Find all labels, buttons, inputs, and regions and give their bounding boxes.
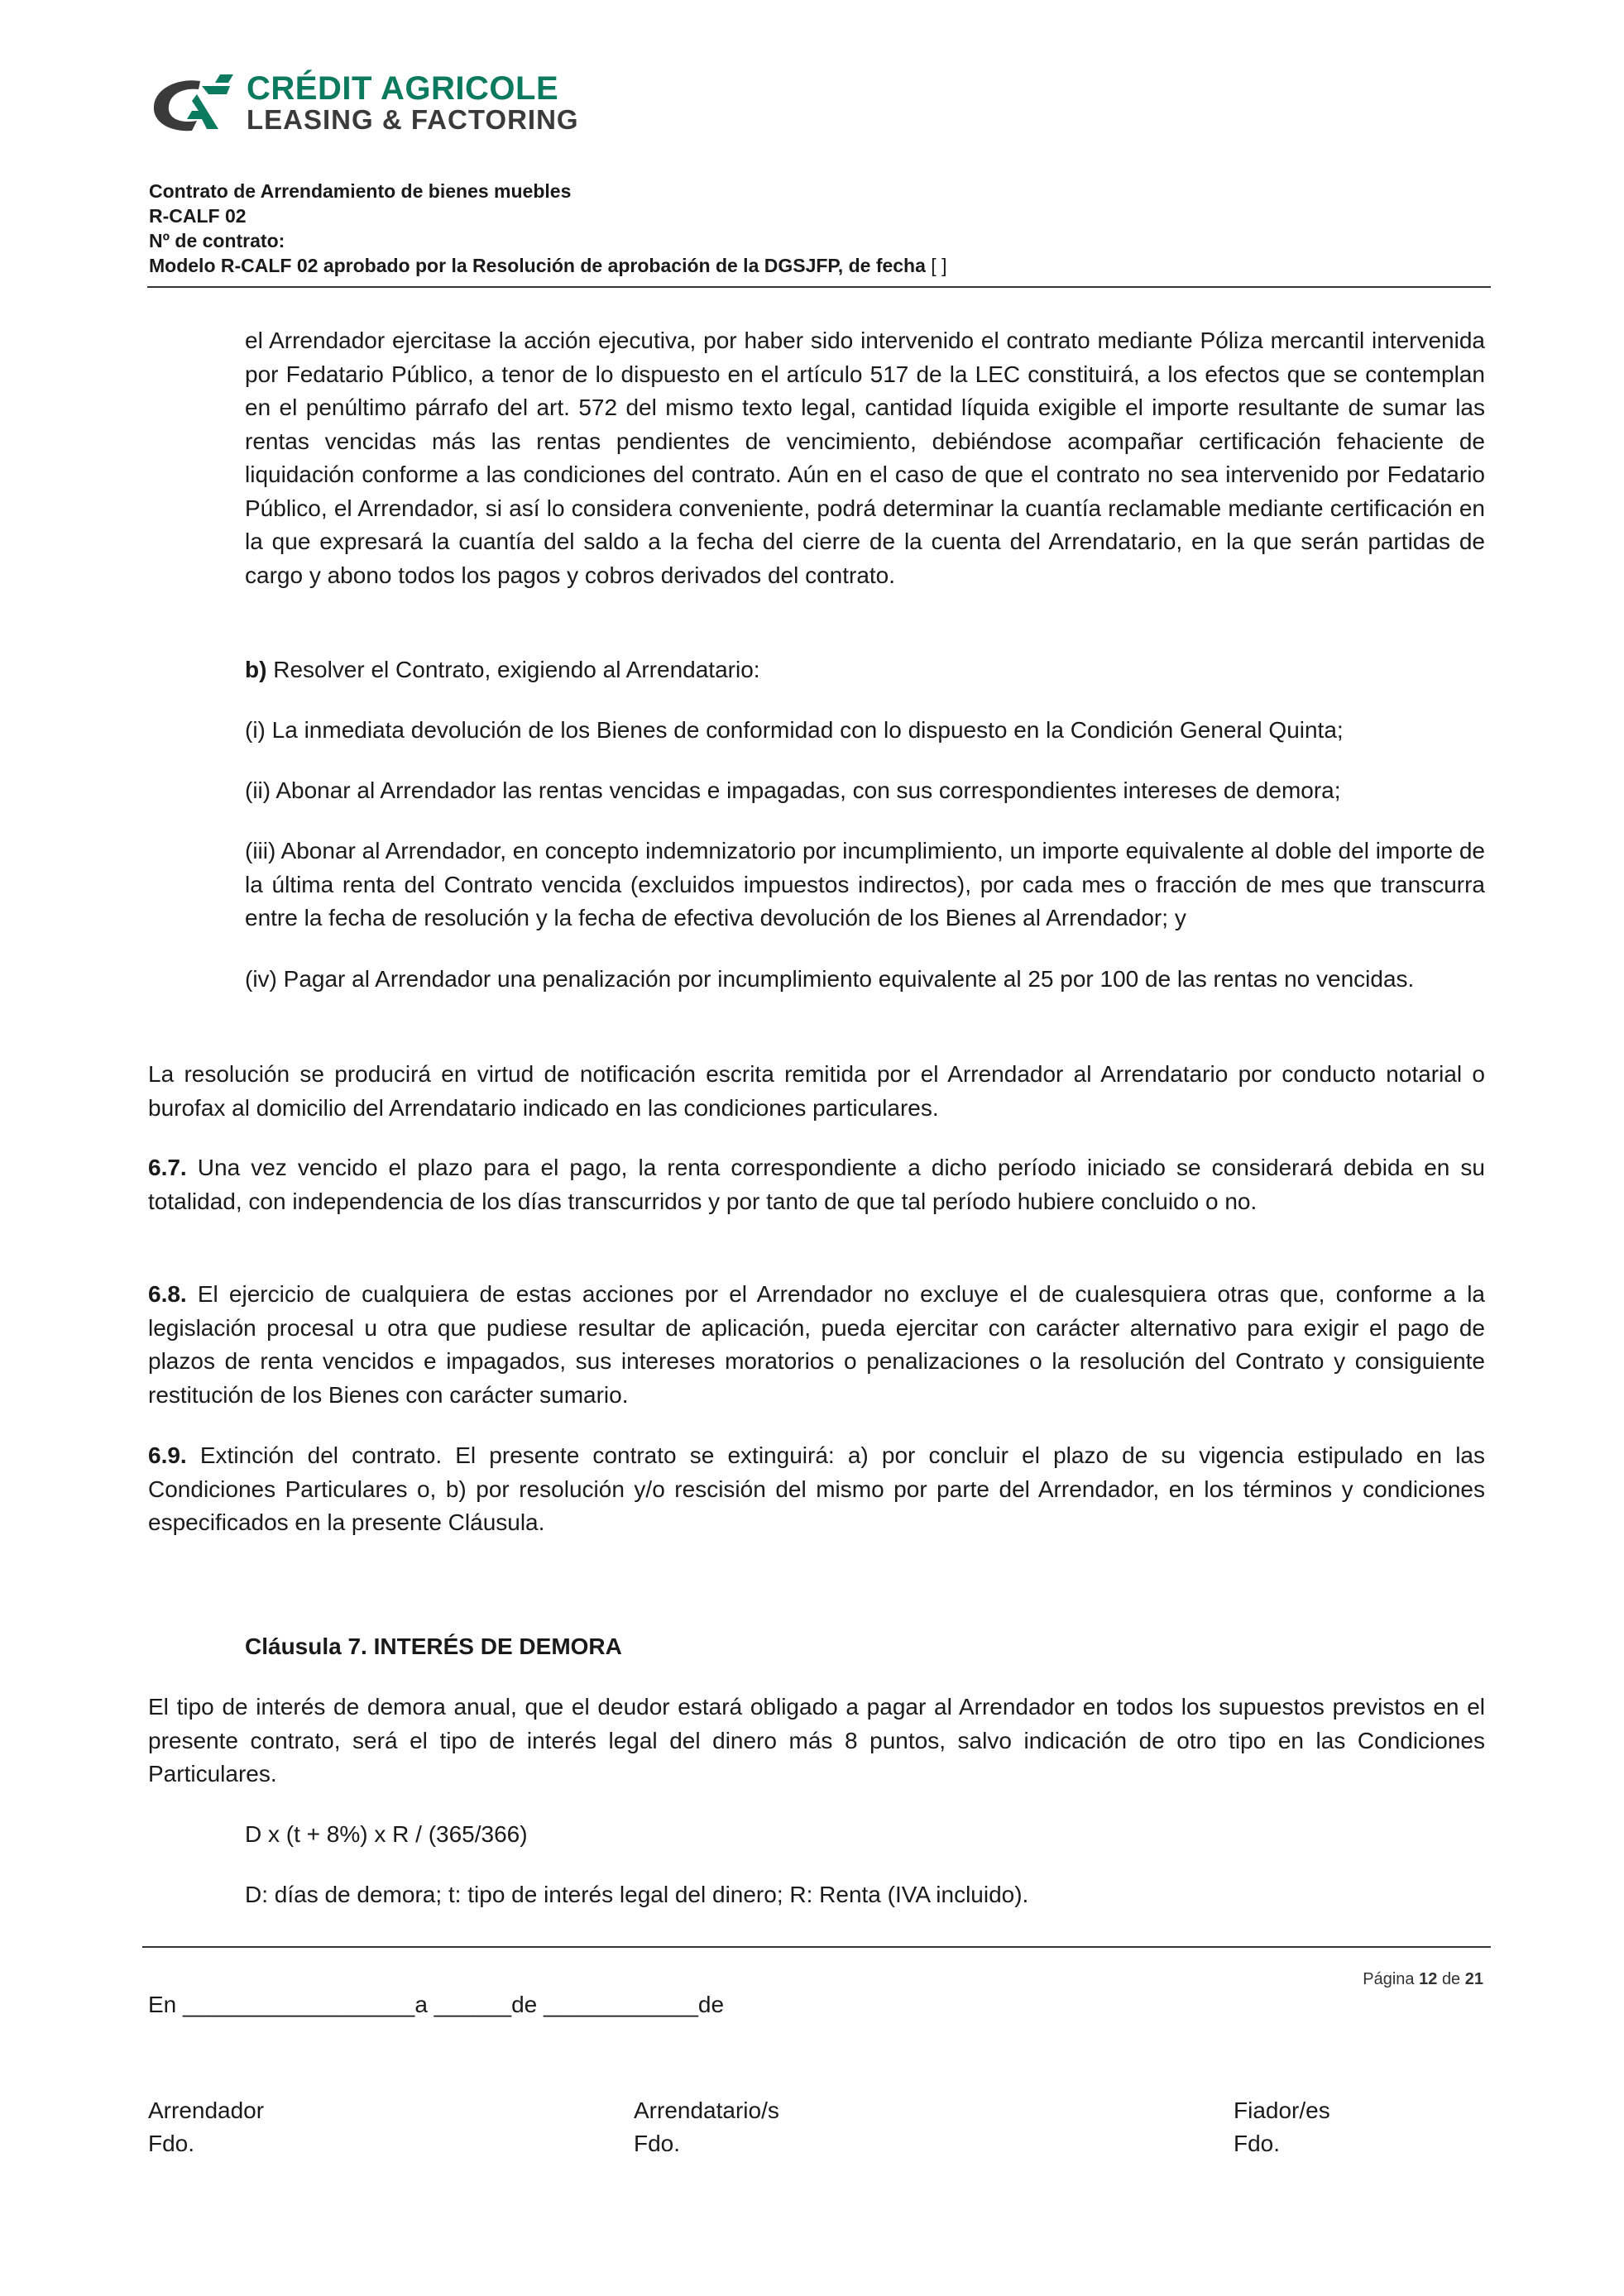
clause-number: 6.8. bbox=[148, 1281, 187, 1307]
clause-number: 6.9. bbox=[148, 1442, 187, 1468]
place-date-line: En __________________a ______de ____________de bbox=[148, 1992, 725, 2017]
brand-logo bbox=[149, 69, 612, 137]
signature-role: Fiador/es bbox=[1234, 2097, 1330, 2123]
document-header bbox=[149, 179, 1489, 278]
paragraph-6-8: 6.8. El ejercicio de cualquiera de estas acciones por el Arrendador no excluye el de cualesquiera otras que, conforme a la legislación procesal u otra que pudiese resultar de aplicación, pueda ejercitar con carácter alternativo para exigir el pago de plazos de renta vencidos e impagados, sus intereses moratorios o penalizaciones o la resolución del Contrato y consiguiente restitución de los Bienes con carácter sumario. bbox=[148, 1281, 1485, 1408]
paragraph-item-iii: (iii) Abonar al Arrendador, en concepto indemnizatorio por incumplimiento, un importe equivalente al doble del importe de la última renta del Contrato vencida (excluidos impuestos indirectos), por cada mes o fracción de mes que transcurra entre la fecha de resolución y la fecha de efectiva devolución de los Bienes al Arrendador; y bbox=[245, 838, 1485, 930]
paragraph-item-i: (i) La inmediata devolución de los Bienes de conformidad con lo dispuesto en la Condición General Quinta; bbox=[245, 717, 1344, 743]
paragraph-item-ii: (ii) Abonar al Arrendador las rentas vencidas e impagadas, con sus correspondientes intereses de demora; bbox=[245, 777, 1341, 803]
signature-fdo: Fdo. bbox=[1234, 2131, 1281, 2156]
contract-title: Contrato de Arrendamiento de bienes muebles bbox=[149, 180, 572, 202]
header-divider bbox=[147, 286, 1491, 288]
signature-role: Arrendador bbox=[148, 2097, 265, 2123]
clause-7-heading: Cláusula 7. INTERÉS DE DEMORA bbox=[245, 1634, 622, 1659]
page-current: 12 bbox=[1419, 1970, 1438, 1988]
paragraph-6-7: 6.7. Una vez vencido el plazo para el pago, la renta correspondiente a dicho período iniciado se considerará debida en su totalidad, con independencia de los días transcurridos y por tanto de que tal período hubiere concluido o no. bbox=[148, 1155, 1485, 1214]
signature-lessee bbox=[634, 2094, 779, 2160]
item-label: b) bbox=[245, 657, 267, 682]
credit-agricole-logo-icon bbox=[149, 69, 238, 137]
page-total: 21 bbox=[1464, 1970, 1483, 1988]
footer-divider bbox=[142, 1946, 1491, 1948]
paragraph-resolution-notice: La resolución se producirá en virtud de notificación escrita remitida por el Arrendador al Arrendatario por conducto notarial o burofax al domicilio del Arrendatario indicado en las condiciones particulares. bbox=[148, 1061, 1485, 1121]
formula-legend: D: días de demora; t: tipo de interés legal del dinero; R: Renta (IVA incluido). bbox=[245, 1882, 1029, 1907]
signature-fdo: Fdo. bbox=[634, 2131, 681, 2156]
signature-lessor bbox=[148, 2094, 264, 2160]
approval-date-placeholder: [ ] bbox=[931, 255, 947, 276]
paragraph-6-9: 6.9. Extinción del contrato. El presente contrato se extinguirá: a) por concluir el plazo de su vigencia estipulado en las Condiciones Particulares o, b) por resolución y/o rescisión del mismo por parte del Arrendador, en los términos y condiciones especificados en la presente Cláusula. bbox=[148, 1442, 1485, 1535]
signature-guarantor bbox=[1234, 2094, 1330, 2160]
paragraph-item-iv: (iv) Pagar al Arrendador una penalización por incumplimiento equivalente al 25 por 100 de las rentas no vencidas. bbox=[245, 966, 1415, 992]
signature-fdo: Fdo. bbox=[148, 2131, 195, 2156]
page-number: Página 12 de 21 bbox=[1363, 1970, 1483, 1988]
contract-number-label: Nº de contrato: bbox=[149, 230, 285, 251]
brand-wordmark bbox=[247, 72, 579, 135]
signature-role: Arrendatario/s bbox=[634, 2097, 779, 2123]
paragraph-interest-rate: El tipo de interés de demora anual, que el deudor estará obligado a pagar al Arrendador en todos los supuestos previstos en el presente contrato, será el tipo de interés legal del dinero más 8 puntos, salvo indicación de otro tipo en las Condiciones Particulares. bbox=[148, 1694, 1485, 1787]
paragraph-executive-action: el Arrendador ejercitase la acción ejecutiva, por haber sido intervenido el contrato mediante Póliza mercantil intervenida por Fedatario Público, a tenor de lo dispuesto en el artículo 517 de la LEC constituirá, a los efectos que se contemplan en el penúltimo párrafo del art. 572 del mismo texto legal, cantidad líquida exigible el importe resultante de sumar las rentas vencidas más las rentas pendientes de vencimiento, debiéndose acompañar certificación fehaciente de liquidación conforme a las condiciones del contrato. Aún en el caso de que el contrato no sea intervenido por Fedatario Público, el Arrendador, si así lo considera conveniente, podrá determinar la cuantía reclamable mediante certificación en la que expresará la cuantía del saldo a la fecha del cierre de la cuenta del Arrendatario, en la que serán partidas de cargo y abono todos los pagos y cobros derivados del contrato. bbox=[245, 328, 1485, 588]
brand-name: CRÉDIT AGRICOLE bbox=[247, 70, 559, 107]
brand-subtitle: LEASING & FACTORING bbox=[247, 104, 579, 135]
paragraph-b-resolve: b) Resolver el Contrato, exigiendo al Arrendatario: bbox=[245, 657, 760, 682]
model-approval-line: Modelo R-CALF 02 aprobado por la Resolución de aprobación de la DGSJFP, de fecha [ ] bbox=[149, 255, 947, 276]
interest-formula: D x (t + 8%) x R / (365/366) bbox=[245, 1821, 528, 1847]
contract-model-code: R-CALF 02 bbox=[149, 205, 247, 227]
clause-number: 6.7. bbox=[148, 1155, 187, 1180]
